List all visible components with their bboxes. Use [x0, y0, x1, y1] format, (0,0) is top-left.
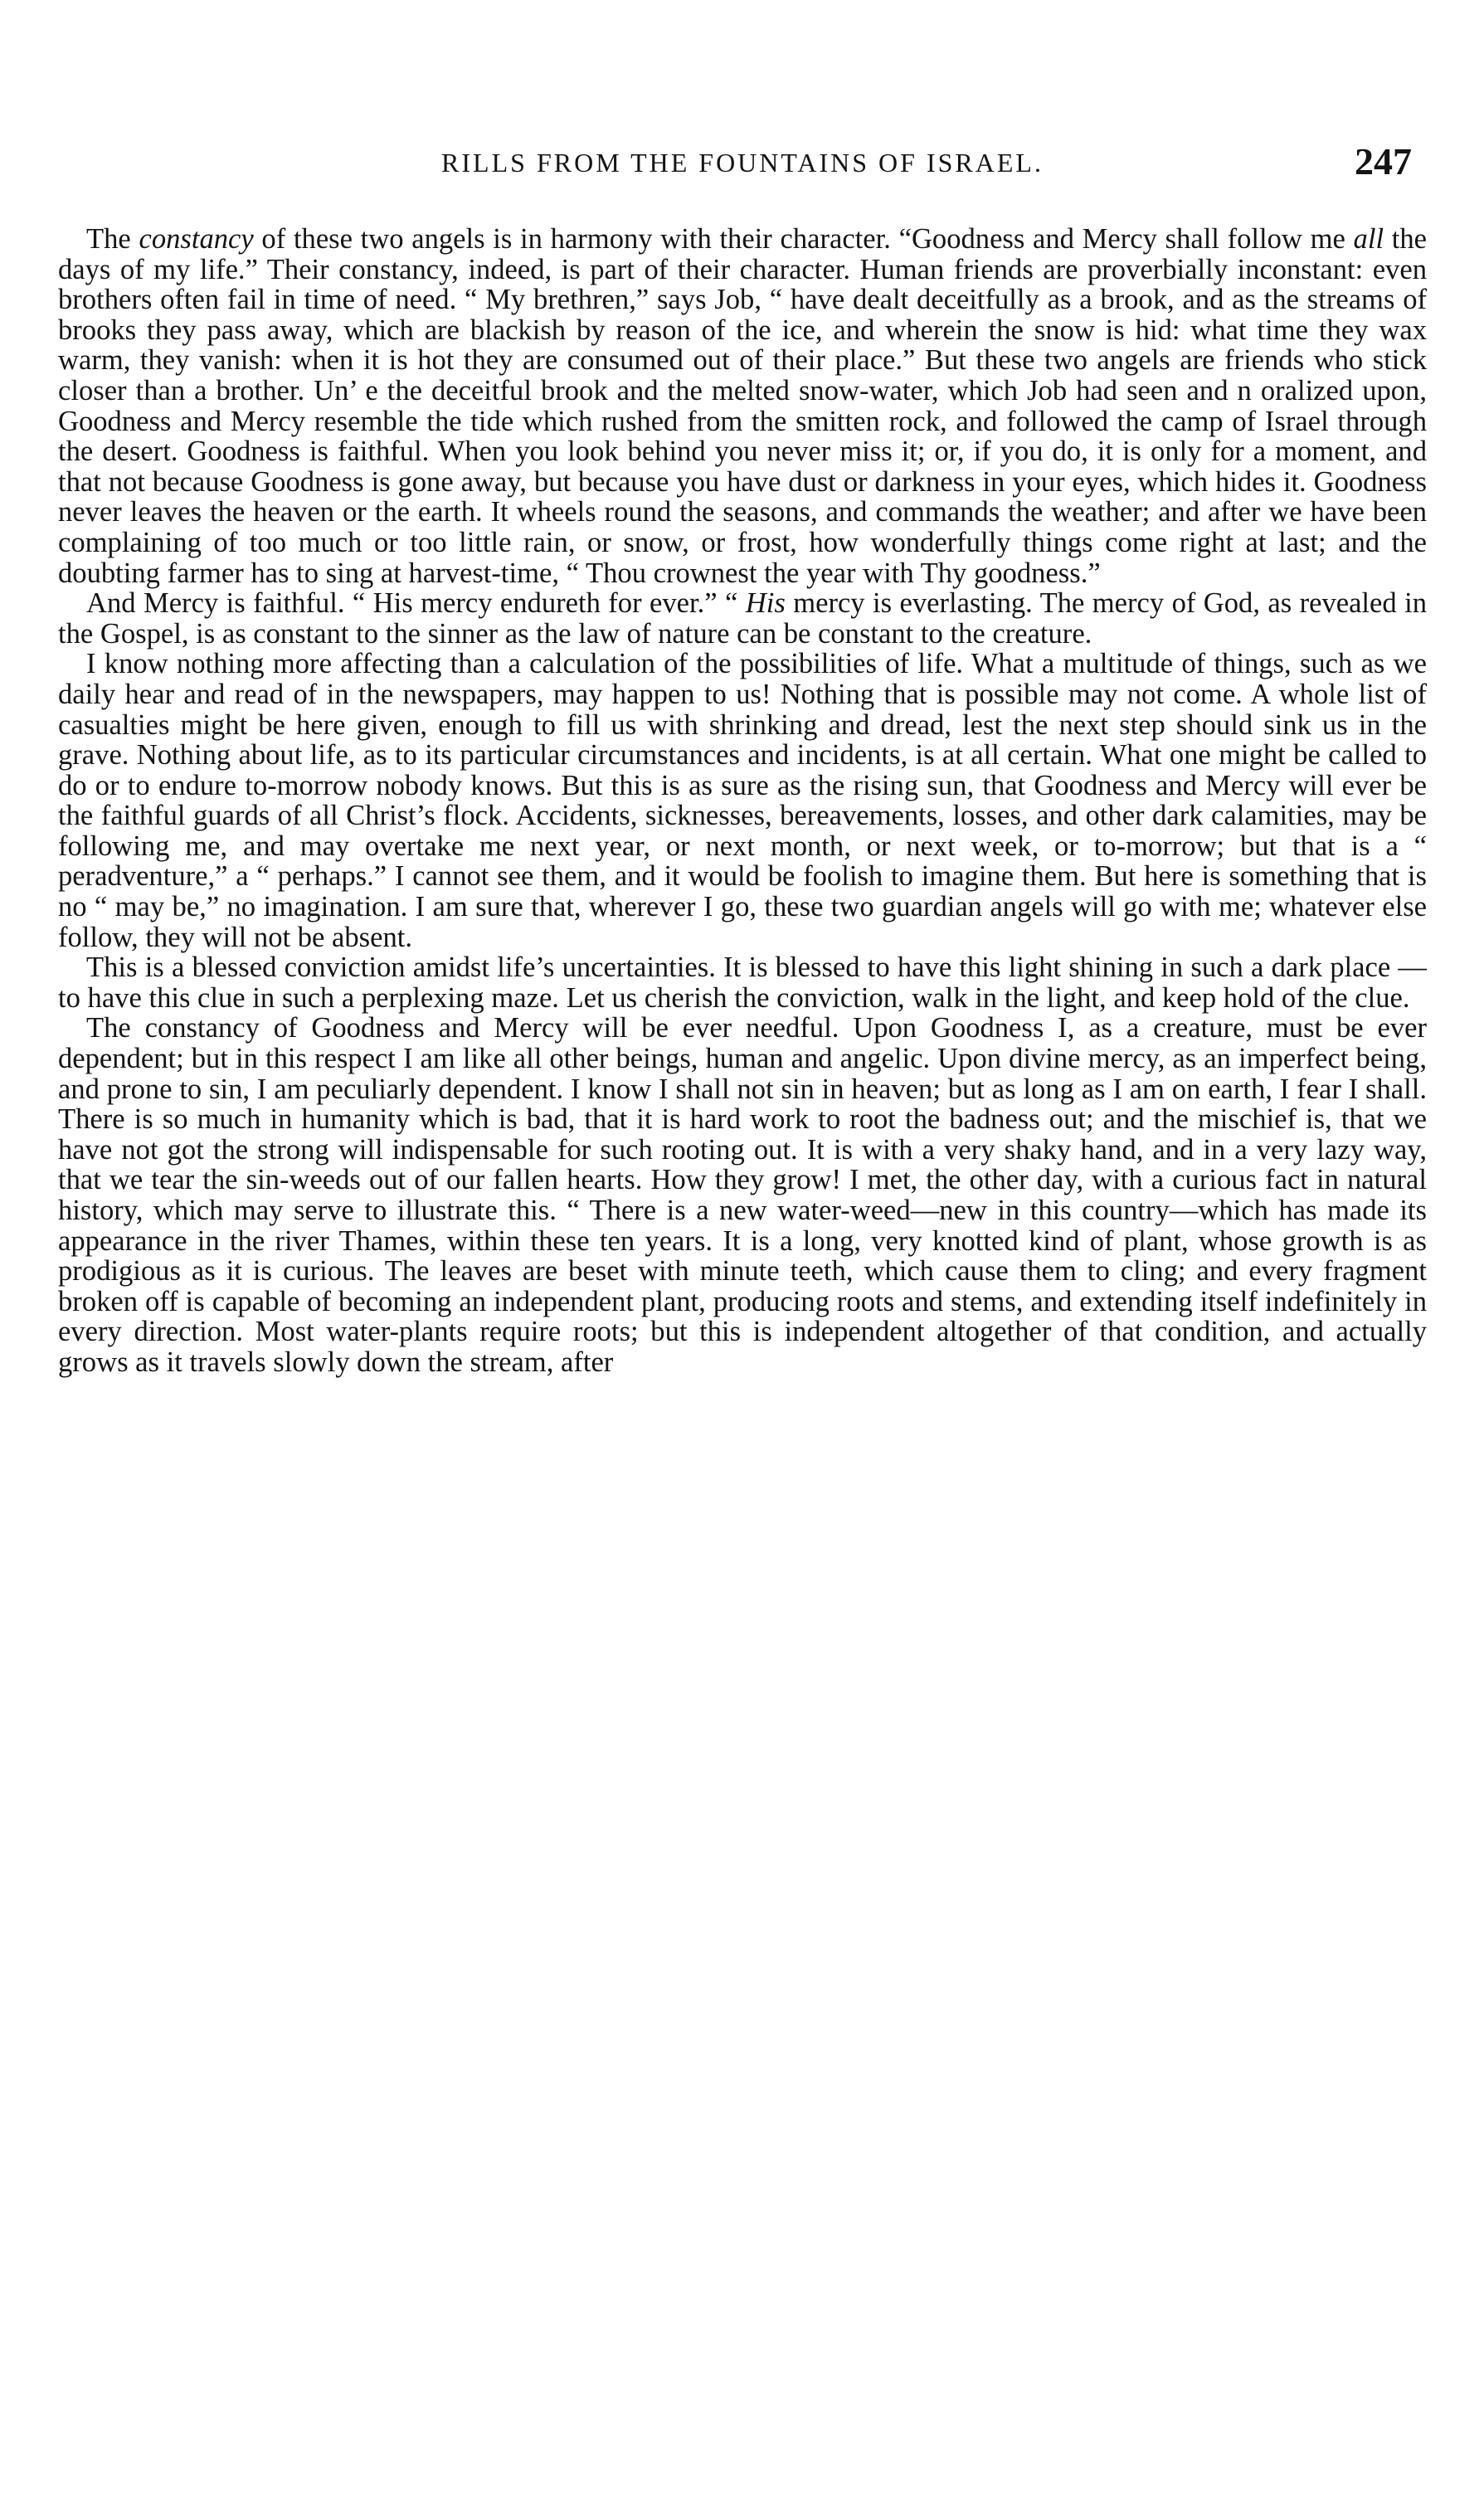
text-run: of these two angels is in harmony with their character. “Goodness and Mercy shall follow me	[253, 223, 1354, 255]
italic-run: constancy	[139, 223, 254, 255]
text-run: mercy is everlasting. The mercy of God, as revealed in the Gospel, is as constant to the sinner as the law of nature can be constant to the creature.	[58, 587, 1427, 650]
page-number: 247	[1355, 140, 1412, 183]
paragraph-4	[58, 952, 1427, 1013]
running-title: RILLS FROM THE FOUNTAINS OF ISRAEL.	[441, 148, 1044, 178]
paragraph-5	[58, 1013, 1427, 1377]
text-run: The	[86, 223, 139, 255]
text-run: I know nothing more affecting than a calculation of the possibilities of life. What a multitude of things, such as we daily hear and read of in the newspapers, may happen to us! Nothing that is possible may not come. A whole list of casualties might be here given, enough to fill us with shrinking and dread, lest the next step should sink us in the grave. Nothing about life, as to its particular circumstances and incidents, is at all certain. What one might be called to do or to endure to-morrow nobody knows. But this is as sure as the rising sun, that Goodness and Mercy will ever be the faithful guards of all Christ’s flock. Accidents, sicknesses, bereavements, losses, and other dark calamities, may be following me, and may overtake me next year, or next month, or next week, or to-morrow; but that is a “ peradventure,” a “ perhaps.” I cannot see them, and it would be foolish to imagine them. But here is something that is no “ may be,” no imagination. I am sure that, wherever I go, these two guardian angels will go with me; whatever else follow, they will not be absent.	[58, 648, 1427, 953]
text-run: The constancy of Goodness and Mercy will be ever needful. Upon Goodness I, as a creature, must be ever dependent; but in this respect I am like all other beings, human and angelic. Upon divine mercy, as an imperfect being, and prone to sin, I am peculiarly dependent. I know I shall not sin in heaven; but as long as I am on earth, I fear I shall. There is so much in humanity which is bad, that it is hard work to root the badness out; and the mischief is, that we have not got the strong will indispensable for such rooting out. It is with a very shaky hand, and in a very lazy way, that we tear the sin-weeds out of our fallen hearts. How they grow! I met, the other day, with a curious fact in natural history, which may serve to illustrate this. “ There is a new water-weed—new in this country—which has made its appearance in the river Thames, within these ten years. It is a long, very knotted kind of plant, whose growth is as prodigious as it is curious. The leaves are beset with minute teeth, which cause them to cling; and every fragment broken off is capable of becoming an independent plant, producing roots and stems, and extending itself indefinitely in every direction. Most water-plants require roots; but this is independent altogether of that condition, and actually grows as it travels slowly down the stream, after	[58, 1012, 1427, 1378]
paragraph-3	[58, 649, 1427, 952]
italic-run: all	[1353, 223, 1384, 255]
text-run: the days of my life.” Their constancy, indeed, is part of their character. Human friends are proverbially inconstant: even brothers often fail in time of need. “ My brethren,” says Job, “ have dealt deceitfully as a brook, and as the streams of brooks they pass away, which are blackish by reason of the ice, and wherein the snow is hid: what time they wax warm, they vanish: when it is hot they are consumed out of their place.” But these two angels are friends who stick closer than a brother. Un’ e the deceitful brook and the melted snow-water, which Job had seen and n oralized upon, Goodness and Mercy resemble the tide which rushed from the smitten rock, and followed the camp of Israel through the desert. Goodness is faithful. When you look behind you never miss it; or, if you do, it is only for a moment, and that not because Goodness is gone away, but because you have dust or darkness in your eyes, which hides it. Goodness never leaves the heaven or the earth. It wheels round the seasons, and commands the weather; and after we have been complaining of too much or too little rain, or snow, or frost, how wonderfully things come right at last; and the doubting farmer has to sing at harvest-time, “ Thou crownest the year with Thy goodness.”	[58, 223, 1428, 589]
running-head	[58, 139, 1427, 189]
paragraph-1	[58, 224, 1427, 588]
text-run: And Mercy is faithful. “ His mercy endureth for ever.” “	[86, 587, 746, 620]
text-run: This is a blessed conviction amidst life’s uncertainties. It is blessed to have this light shining in such a dark place — to have this clue in such a perplexing maze. Let us cherish the conviction, walk in the light, and keep hold of the clue.	[58, 952, 1427, 1014]
body-text	[58, 224, 1427, 1378]
italic-run: His	[745, 587, 786, 620]
paragraph-2	[58, 588, 1427, 649]
